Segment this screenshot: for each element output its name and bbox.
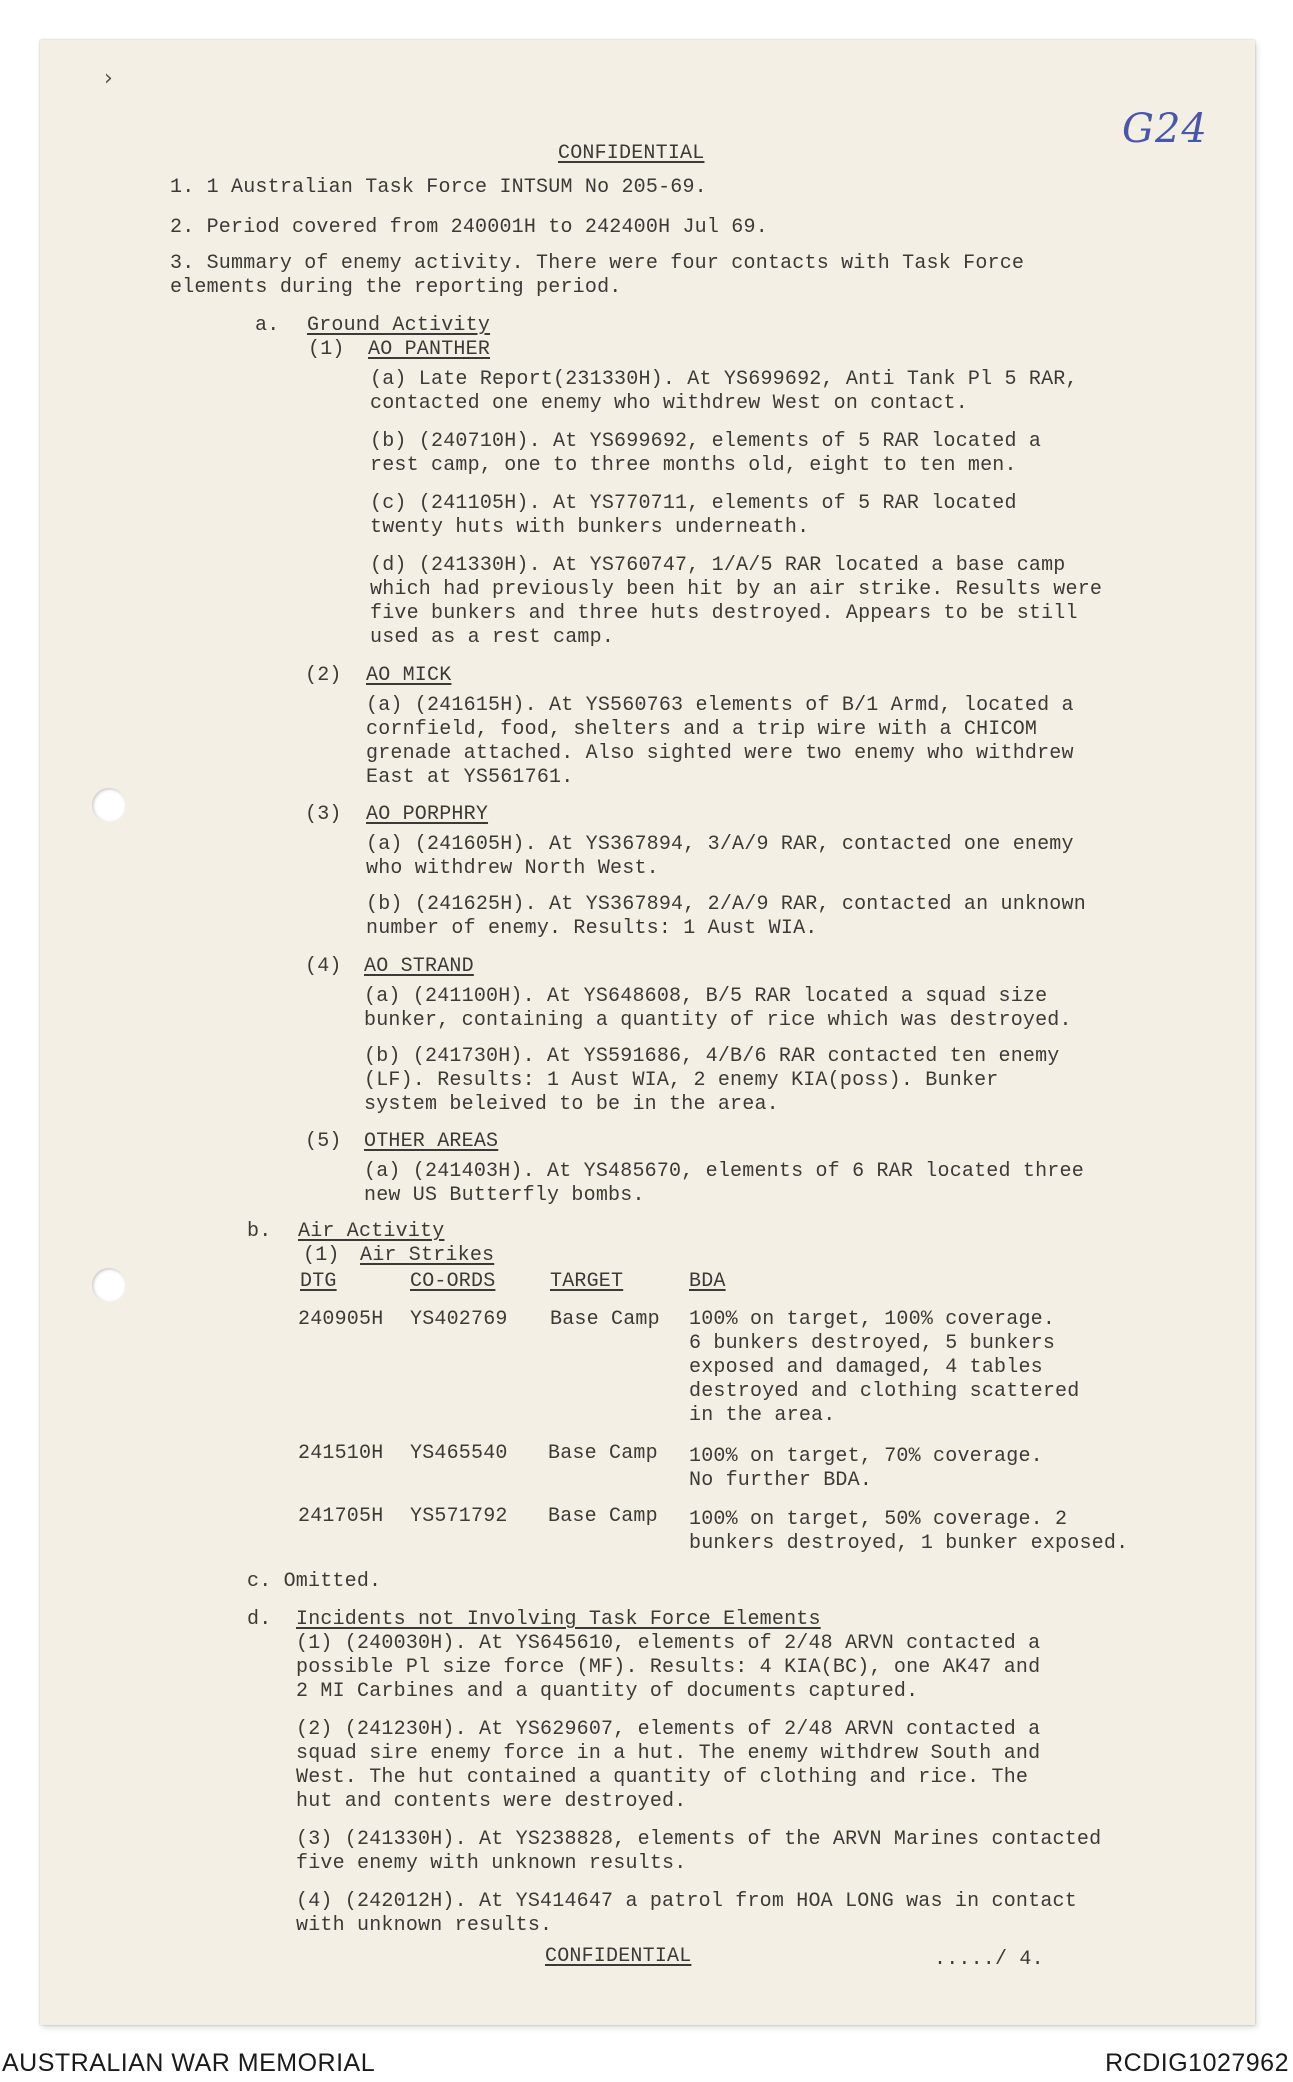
- text-line: b.: [247, 1220, 272, 1243]
- text-line: (4): [305, 955, 342, 978]
- section-heading: Incidents not Involving Task Force Elements: [296, 1608, 821, 1631]
- section-heading: Air Strikes: [360, 1244, 495, 1267]
- text-line: bunker, containing a quantity of rice which was destroyed.: [364, 1009, 1072, 1032]
- text-line: West. The hut contained a quantity of clothing and rice. The: [296, 1766, 1029, 1789]
- text-line: five bunkers and three huts destroyed. Appears to be still: [370, 602, 1078, 625]
- section-heading: CO-ORDS: [410, 1270, 496, 1293]
- text-line: Base Camp: [548, 1442, 658, 1465]
- text-line: YS571792: [410, 1505, 508, 1528]
- text-line: c. Omitted.: [247, 1570, 382, 1593]
- text-line: a.: [255, 314, 280, 337]
- text-line: (3): [305, 803, 342, 826]
- text-line: (2) (241230H). At YS629607, elements of 2/48 ARVN contacted a: [296, 1718, 1041, 1741]
- text-line: possible Pl size force (MF). Results: 4 KIA(BC), one AK47 and: [296, 1656, 1041, 1679]
- text-line: (b) (241625H). At YS367894, 2/A/9 RAR, contacted an unknown: [366, 893, 1086, 916]
- footer-classification: CONFIDENTIAL: [545, 1945, 692, 1968]
- text-line: in the area.: [689, 1404, 836, 1427]
- text-line: YS402769: [410, 1308, 508, 1331]
- text-line: 100% on target, 70% coverage.: [689, 1445, 1043, 1468]
- text-line: 100% on target, 100% coverage.: [689, 1308, 1056, 1331]
- page-continuation: ...../ 4.: [934, 1948, 1044, 1971]
- section-heading: Ground Activity: [307, 314, 491, 337]
- text-line: (1) (240030H). At YS645610, elements of 2/48 ARVN contacted a: [296, 1632, 1041, 1655]
- text-line: with unknown results.: [296, 1914, 553, 1937]
- text-line: 2 MI Carbines and a quantity of documents captured.: [296, 1680, 919, 1703]
- text-line: 1. 1 Australian Task Force INTSUM No 205-69.: [170, 176, 707, 199]
- section-heading: AO STRAND: [364, 955, 474, 978]
- text-line: twenty huts with bunkers underneath.: [370, 516, 810, 539]
- text-line: new US Butterfly bombs.: [364, 1184, 645, 1207]
- text-line: No further BDA.: [689, 1469, 873, 1492]
- section-heading: AO MICK: [366, 664, 452, 687]
- punch-hole-bottom: [92, 1268, 126, 1302]
- text-line: (b) (241730H). At YS591686, 4/B/6 RAR contacted ten enemy: [364, 1045, 1060, 1068]
- text-line: (a) (241403H). At YS485670, elements of 6 RAR located three: [364, 1160, 1084, 1183]
- text-line: Base Camp: [548, 1505, 658, 1528]
- text-line: exposed and damaged, 4 tables: [689, 1356, 1043, 1379]
- archive-institution: AUSTRALIAN WAR MEMORIAL: [2, 2049, 376, 2077]
- text-line: (3) (241330H). At YS238828, elements of the ARVN Marines contacted: [296, 1828, 1102, 1851]
- text-line: contacted one enemy who withdrew West on contact.: [370, 392, 968, 415]
- section-heading: Air Activity: [298, 1220, 445, 1243]
- section-heading: AO PORPHRY: [366, 803, 489, 826]
- text-line: used as a rest camp.: [370, 626, 615, 649]
- section-heading: DTG: [300, 1270, 337, 1293]
- section-heading: OTHER AREAS: [364, 1130, 499, 1153]
- text-line: grenade attached. Also sighted were two enemy who withdrew: [366, 742, 1074, 765]
- text-line: (a) Late Report(231330H). At YS699692, Anti Tank Pl 5 RAR,: [370, 368, 1078, 391]
- text-line: d.: [247, 1608, 272, 1631]
- archive-record-id: RCDIG1027962: [1105, 2049, 1289, 2077]
- text-line: (1): [308, 338, 345, 361]
- handwritten-reference: G24: [1122, 106, 1208, 152]
- text-line: Base Camp: [550, 1308, 660, 1331]
- text-line: number of enemy. Results: 1 Aust WIA.: [366, 917, 818, 940]
- text-line: hut and contents were destroyed.: [296, 1790, 687, 1813]
- text-line: (c) (241105H). At YS770711, elements of 5 RAR located: [370, 492, 1017, 515]
- text-line: 241510H: [298, 1442, 384, 1465]
- text-line: (b) (240710H). At YS699692, elements of 5 RAR located a: [370, 430, 1042, 453]
- text-line: five enemy with unknown results.: [296, 1852, 687, 1875]
- text-line: (LF). Results: 1 Aust WIA, 2 enemy KIA(poss). Bunker: [364, 1069, 999, 1092]
- text-line: (1): [303, 1244, 340, 1267]
- text-line: rest camp, one to three months old, eight to ten men.: [370, 454, 1017, 477]
- stray-mark: ›: [104, 66, 113, 91]
- text-line: destroyed and clothing scattered: [689, 1380, 1080, 1403]
- text-line: (a) (241100H). At YS648608, B/5 RAR located a squad size: [364, 985, 1048, 1008]
- text-line: (2): [305, 664, 342, 687]
- text-line: system beleived to be in the area.: [364, 1093, 779, 1116]
- section-heading: AO PANTHER: [368, 338, 491, 361]
- section-heading: TARGET: [550, 1270, 624, 1293]
- text-line: 3. Summary of enemy activity. There were four contacts with Task Force: [170, 252, 1025, 275]
- text-line: (5): [305, 1130, 342, 1153]
- header-classification: CONFIDENTIAL: [558, 142, 705, 165]
- text-line: 100% on target, 50% coverage. 2: [689, 1508, 1068, 1531]
- text-line: 240905H: [298, 1308, 384, 1331]
- text-line: YS465540: [410, 1442, 508, 1465]
- text-line: East at YS561761.: [366, 766, 574, 789]
- text-line: which had previously been hit by an air strike. Results were: [370, 578, 1103, 601]
- text-line: squad sire enemy force in a hut. The enemy withdrew South and: [296, 1742, 1041, 1765]
- text-line: (d) (241330H). At YS760747, 1/A/5 RAR located a base camp: [370, 554, 1066, 577]
- text-line: bunkers destroyed, 1 bunker exposed.: [689, 1532, 1129, 1555]
- text-line: cornfield, food, shelters and a trip wire with a CHICOM: [366, 718, 1038, 741]
- punch-hole-top: [92, 788, 126, 822]
- text-line: elements during the reporting period.: [170, 276, 622, 299]
- text-line: (a) (241605H). At YS367894, 3/A/9 RAR, contacted one enemy: [366, 833, 1074, 856]
- text-line: 2. Period covered from 240001H to 242400H Jul 69.: [170, 216, 768, 239]
- text-line: (a) (241615H). At YS560763 elements of B/1 Armd, located a: [366, 694, 1074, 717]
- section-heading: BDA: [689, 1270, 726, 1293]
- text-line: (4) (242012H). At YS414647 a patrol from HOA LONG was in contact: [296, 1890, 1077, 1913]
- text-line: who withdrew North West.: [366, 857, 659, 880]
- text-line: 6 bunkers destroyed, 5 bunkers: [689, 1332, 1056, 1355]
- text-line: 241705H: [298, 1505, 384, 1528]
